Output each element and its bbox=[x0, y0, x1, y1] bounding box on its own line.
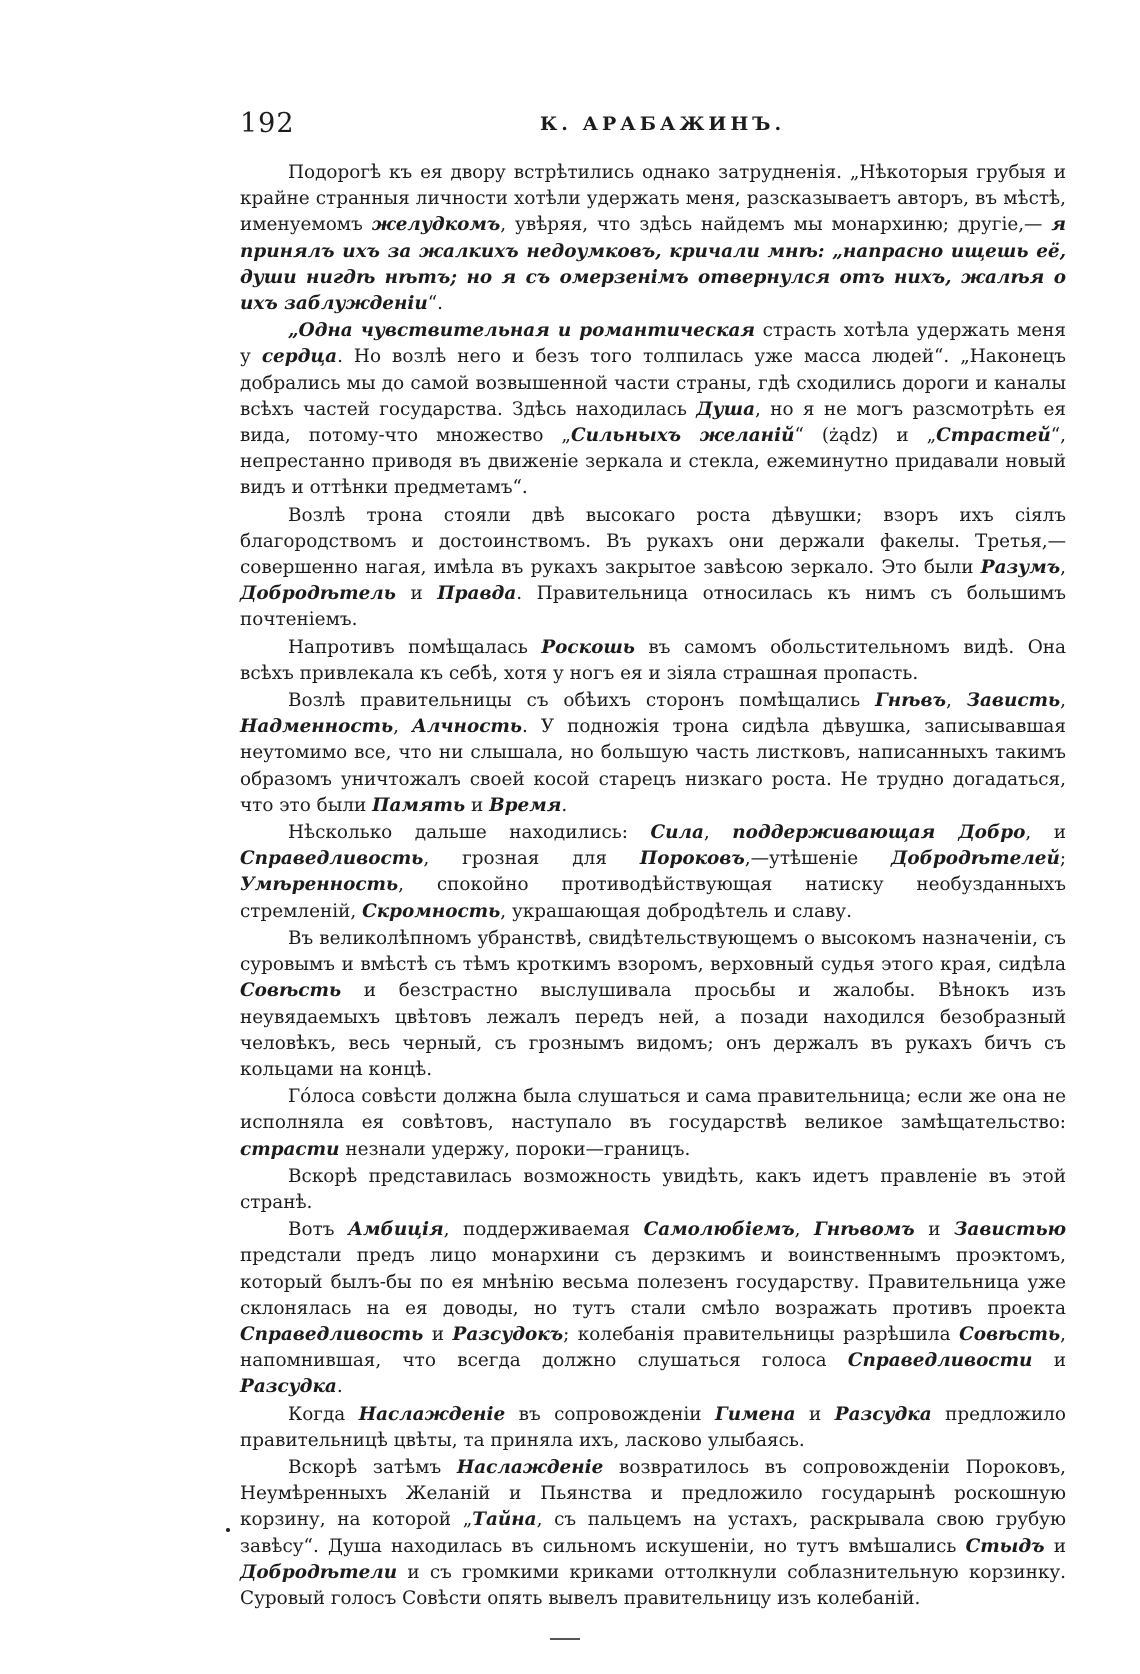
text-run: , увѣряя, что здѣсь найдемъ мы монархиню; другіе,— bbox=[500, 214, 1052, 236]
italic-term: Справедливость bbox=[240, 848, 424, 870]
italic-term: Разсудка bbox=[834, 1403, 932, 1425]
italic-term: Память bbox=[372, 794, 466, 816]
paragraph-8 bbox=[240, 1084, 1066, 1163]
text-run: Вотъ bbox=[288, 1219, 349, 1241]
italic-term: я принялъ ихъ за жалкихъ недоумковъ, кричали мнѣ: „напрасно ищешь её, души нигдѣ нѣтъ; но я съ омерзенімъ отвернулся отъ нихъ, жалѣя о ихъ заблужденіи bbox=[240, 214, 1067, 315]
text-run: , bbox=[393, 716, 412, 738]
italic-term: Завистью bbox=[954, 1219, 1067, 1241]
paragraph-1 bbox=[240, 160, 1066, 317]
paragraph-3 bbox=[240, 503, 1066, 634]
text-run: и bbox=[423, 1323, 453, 1345]
italic-term: страсти bbox=[240, 1138, 340, 1160]
italic-term: Пороковъ bbox=[639, 848, 745, 870]
text-run: , украшающая добродѣтель и славу. bbox=[500, 900, 852, 922]
text-run: Возлѣ трона стояли двѣ высокаго роста дѣвушки; взоръ ихъ сіялъ благородствомъ и достоинствомъ. Въ рукахъ они держали факелы. Третья,—совершенно нагая, имѣла въ рукахъ закрытое завѣсою зеркало. Это были bbox=[240, 504, 1066, 579]
italic-term: Зависть bbox=[966, 690, 1061, 712]
italic-term: сердца bbox=[261, 346, 338, 368]
text-run: и bbox=[1044, 1535, 1066, 1557]
text-run: и bbox=[395, 583, 438, 605]
italic-term: желудкомъ bbox=[371, 214, 501, 236]
italic-term: Сила bbox=[650, 822, 704, 844]
text-run: въ самомъ обольстительномъ видѣ. Она всѣхъ привлекала къ себѣ, хотя у ногъ ея и зіяла страшная пропасть. bbox=[240, 636, 1066, 684]
text-run: Напротивъ помѣщалась bbox=[288, 636, 542, 658]
italic-term: Амбиція bbox=[348, 1219, 444, 1241]
italic-term: Сильныхъ желаній bbox=[570, 425, 795, 447]
text-run: , bbox=[794, 1219, 815, 1241]
text-run: . bbox=[561, 794, 568, 816]
italic-term: Скромность bbox=[362, 900, 501, 922]
text-run: ; колебанія правительницы разрѣшила bbox=[563, 1323, 960, 1345]
text-run: предстали предъ лицо монархини съ дерзкимъ и воинственнымъ проэктомъ, который былъ-бы по ея мнѣнію весьма полезенъ государству. Правительница уже склонялась на ея доводы, но тутъ стали смѣло возражать противъ проекта bbox=[240, 1245, 1066, 1319]
text-run: и съ громкими криками оттолкнули соблазнительную корзинку. Суровый голосъ Совѣсти опять вывелъ правительницу изъ колебаній. bbox=[240, 1561, 1066, 1609]
text-run: и bbox=[795, 1403, 835, 1425]
text-run: , bbox=[945, 690, 967, 712]
text-run: , и bbox=[1025, 822, 1066, 844]
italic-term: Время bbox=[489, 794, 562, 816]
text-run: , но я не могъ разсмотрѣть ея вида, потому-что множество „ bbox=[240, 398, 1067, 447]
text-run: , bbox=[1060, 690, 1066, 712]
text-run: Го́лоса совѣсти должна была слушаться и сама правительница; если же она не исполняла ея совѣтовъ, наступало въ государствѣ великое замѣщательство: bbox=[240, 1086, 1066, 1134]
paragraph-9 bbox=[240, 1164, 1066, 1216]
text-run: Возлѣ правительницы съ обѣихъ сторонъ помѣщались bbox=[288, 690, 876, 712]
italic-term: Разсудокъ bbox=[452, 1323, 564, 1345]
italic-term: Самолюбіемъ bbox=[643, 1219, 795, 1241]
text-run: Подорогѣ къ ея двору встрѣтились однако затрудненія. „Нѣкоторыя грубыя и крайне странныя личности хотѣли удержать меня, разсказываетъ авторъ, въ мѣстѣ, именуемомъ bbox=[240, 162, 1066, 236]
italic-term: Алчность bbox=[411, 716, 523, 738]
text-run: ,—утѣшеніе bbox=[744, 848, 891, 870]
italic-term: Надменность bbox=[240, 716, 394, 738]
text-run: Когда bbox=[288, 1403, 359, 1425]
paragraph-11 bbox=[240, 1402, 1066, 1454]
paragraph-2 bbox=[240, 318, 1066, 501]
italic-term: Душа bbox=[696, 398, 756, 420]
text-run: и bbox=[465, 794, 490, 816]
italic-term: Наслажденіе bbox=[358, 1403, 506, 1425]
text-run: , поддерживаемая bbox=[443, 1219, 644, 1241]
text-run: . Правительница относилась къ нимъ съ большимъ почтеніемъ. bbox=[240, 583, 1067, 631]
body-text bbox=[240, 160, 1066, 1612]
italic-term: Разсудка bbox=[240, 1376, 337, 1398]
italic-term: Страстей bbox=[936, 425, 1051, 447]
text-run: Вскорѣ представилась возможность увидѣть, какъ идетъ правленіе въ этой странѣ. bbox=[240, 1165, 1066, 1213]
text-run: Вскорѣ затѣмъ bbox=[288, 1456, 457, 1478]
italic-term: Добродѣтели bbox=[240, 1561, 398, 1583]
running-head: К. АРАБАЖИНЪ. bbox=[540, 113, 786, 135]
paragraph-12 bbox=[240, 1455, 1066, 1612]
paragraph-5 bbox=[240, 688, 1066, 819]
paragraph-10 bbox=[240, 1217, 1066, 1400]
text-run: Въ великолѣпномъ убранствѣ, свидѣтельствующемъ о высокомъ назначеніи, съ суровымъ и вмѣстѣ съ тѣмъ кроткимъ взоромъ, верховный судья этого края, сидѣла bbox=[240, 927, 1066, 976]
italic-term: Гнѣвъ bbox=[875, 690, 946, 712]
italic-term: Гнѣвомъ bbox=[814, 1219, 915, 1241]
italic-term: Совѣсть bbox=[240, 980, 342, 1002]
text-run: и bbox=[914, 1219, 955, 1241]
paragraph-4 bbox=[240, 635, 1066, 687]
italic-term: Разумъ bbox=[980, 557, 1061, 579]
italic-term: Наслажденіе bbox=[456, 1456, 604, 1478]
italic-term: Правда bbox=[437, 583, 517, 605]
text-run: , bbox=[1060, 557, 1066, 579]
text-run: “, непрестанно приводя въ движеніе зеркала и стекла, ежеминутно придавали новый видъ и оттѣнки предметамъ“. bbox=[240, 425, 1066, 499]
text-run: возвратилось въ сопровожденіи Пороковъ, Неумѣренныхъ Желаній и Пьянства и предложило государынѣ роскошную корзину, на которой „ bbox=[240, 1456, 1067, 1531]
text-run: ; bbox=[1059, 848, 1067, 870]
text-run: . bbox=[336, 1376, 343, 1398]
italic-term: поддерживающая Добро bbox=[732, 822, 1026, 844]
italic-term: Тайна bbox=[472, 1509, 537, 1531]
text-run: предложило правительницѣ цвѣты, та приняла ихъ, ласково улыбаясь. bbox=[240, 1403, 1067, 1451]
page-number: 192 bbox=[240, 108, 295, 139]
text-run: , напомнившая, что всегда должно слушаться голоса bbox=[240, 1323, 1066, 1372]
text-run: страсть хотѣла удержать меня у bbox=[240, 320, 1067, 368]
italic-term: „Одна чувствительная и романтическая bbox=[288, 320, 756, 342]
italic-term: Совѣсть bbox=[959, 1323, 1061, 1345]
paragraph-7 bbox=[240, 926, 1066, 1083]
text-run: , грозная для bbox=[423, 848, 640, 870]
text-run: въ сопровожденіи bbox=[505, 1403, 716, 1425]
text-run: и безстрастно выслушивала просьбы и жалобы. Вѣнокъ изъ неувядаемыхъ цвѣтовъ лежалъ передъ ней, а позади находился безобразный человѣкъ, весь черный, съ грознымъ видомъ; онъ держалъ въ рукахъ бичъ съ кольцами на концѣ. bbox=[240, 980, 1066, 1080]
italic-term: Умѣренность bbox=[240, 874, 399, 896]
text-run: , bbox=[703, 822, 733, 844]
italic-term: Добродѣтелей bbox=[891, 848, 1060, 870]
text-run: . Но возлѣ него и безъ того толпилась уже масса людей“. „Наконецъ добрались мы до самой возвышенной части страны, гдѣ сходились дороги и каналы всѣхъ частей государства. Здѣсь находилась bbox=[240, 346, 1067, 420]
italic-term: Справедливости bbox=[847, 1350, 1033, 1372]
italic-term: Стыдъ bbox=[965, 1535, 1045, 1557]
text-run: “. bbox=[427, 293, 444, 315]
italic-term: Роскошь bbox=[541, 636, 635, 658]
text-run: “ (żądz) и „ bbox=[794, 425, 937, 447]
print-speck bbox=[226, 1528, 230, 1532]
footer-rule bbox=[550, 1638, 580, 1640]
text-run: незнали удержу, пороки—границъ. bbox=[339, 1138, 691, 1160]
text-run: . У подножія трона сидѣла дѣвушка, записывавшая неутомимо все, что ни слышала, но большую часть листковъ, написанныхъ такимъ образомъ уничтожалъ своей косой старецъ низкаго роста. Не трудно догадаться, что это были bbox=[240, 716, 1066, 816]
text-run: , спокойно противодѣйствующая натиску необузданныхъ стремленій, bbox=[240, 874, 1066, 922]
text-run: и bbox=[1032, 1350, 1066, 1372]
italic-term: Гимена bbox=[715, 1403, 796, 1425]
italic-term: Добродѣтель bbox=[240, 583, 396, 605]
paragraph-6 bbox=[240, 820, 1066, 925]
text-run: Нѣсколько дальше находились: bbox=[288, 822, 651, 844]
italic-term: Справедливость bbox=[240, 1323, 424, 1345]
text-run: , съ пальцемъ на устахъ, раскрывала свою грубую завѣсу“. Душа находилась въ сильномъ искушеніи, но тутъ вмѣшались bbox=[240, 1509, 1066, 1557]
